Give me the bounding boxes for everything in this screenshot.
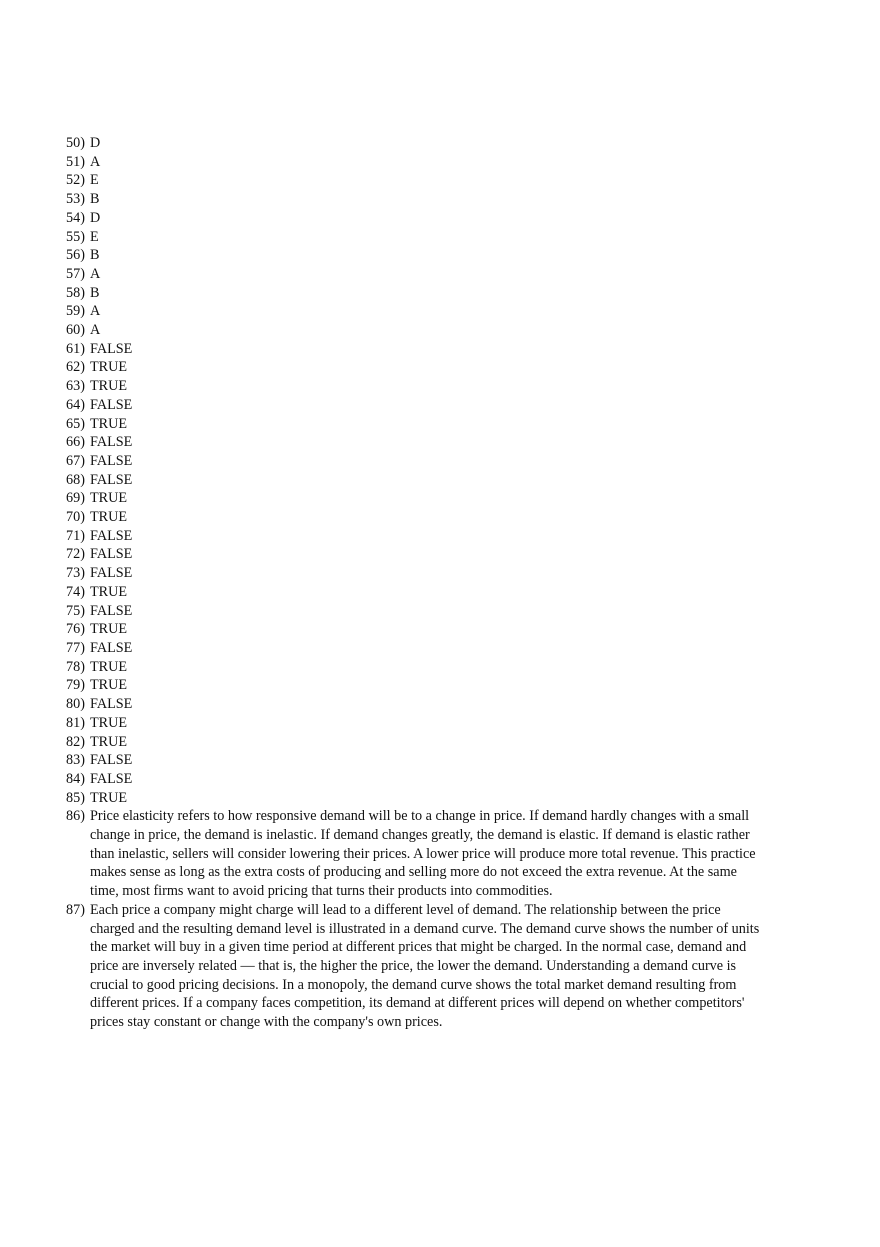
answer-number: 65) [66, 415, 85, 432]
answer-item [66, 602, 766, 621]
answer-text: A [90, 303, 101, 320]
answer-number: 67) [66, 452, 85, 469]
answer-number: 83) [66, 752, 85, 769]
answer-number: 54) [66, 209, 85, 226]
answer-text: FALSE [90, 546, 133, 563]
answer-item [66, 733, 766, 752]
answer-number: 51) [66, 153, 85, 170]
answer-item [66, 265, 766, 284]
answer-number: 80) [66, 696, 85, 713]
answer-item [66, 358, 766, 377]
answer-number: 78) [66, 658, 85, 675]
answer-text: B [90, 191, 100, 208]
answer-text: FALSE [90, 527, 133, 544]
answer-number: 82) [66, 733, 85, 750]
answer-item [66, 901, 766, 1032]
answer-item [66, 246, 766, 265]
answer-text: FALSE [90, 452, 133, 469]
answer-number: 62) [66, 359, 85, 376]
answer-item [66, 433, 766, 452]
answer-number: 63) [66, 378, 85, 395]
answer-text: FALSE [90, 639, 133, 656]
answer-text: FALSE [90, 434, 133, 451]
answer-item [66, 676, 766, 695]
answer-item [66, 583, 766, 602]
answer-text: TRUE [90, 789, 128, 806]
answer-text: TRUE [90, 658, 128, 675]
answer-number: 66) [66, 434, 85, 451]
answer-text: A [90, 265, 101, 282]
answer-item [66, 340, 766, 359]
answer-text: FALSE [90, 340, 133, 357]
answer-item [66, 770, 766, 789]
answer-item [66, 751, 766, 770]
answer-number: 53) [66, 191, 85, 208]
answer-item [66, 527, 766, 546]
answer-number: 59) [66, 303, 85, 320]
answer-number: 85) [66, 789, 85, 806]
answer-item [66, 321, 766, 340]
answer-number: 71) [66, 527, 85, 544]
answer-text: FALSE [90, 396, 133, 413]
answer-item [66, 489, 766, 508]
answer-number: 60) [66, 322, 85, 339]
answer-number: 75) [66, 602, 85, 619]
answer-text: E [90, 228, 99, 245]
answer-number: 73) [66, 565, 85, 582]
answer-number: 72) [66, 546, 85, 563]
answer-item [66, 153, 766, 172]
answer-text: TRUE [90, 415, 128, 432]
answer-text: Each price a company might charge will lead to a different level of demand. The relationship between the price charged and the resulting demand level is illustrated in a demand curve. The demand curve shows the number of units the market will buy in a given time period at different prices that might be charged. In the normal case, demand and price are inversely related — that is, the higher the price, the lower the demand. Understanding a demand curve is crucial to good pricing decisions. In a monopoly, the demand curve shows the total market demand resulting from different prices. If a company faces competition, its demand at different prices will depend on whether competitors' prices stay constant or change with the company's own prices. [90, 901, 760, 1031]
answer-text: TRUE [90, 733, 128, 750]
answer-number: 61) [66, 340, 85, 357]
answer-text: A [90, 153, 101, 170]
answer-number: 79) [66, 677, 85, 694]
answer-item [66, 209, 766, 228]
answer-text: TRUE [90, 359, 128, 376]
answer-text: FALSE [90, 565, 133, 582]
answer-item [66, 789, 766, 808]
answer-text: TRUE [90, 677, 128, 694]
answer-item [66, 377, 766, 396]
answer-text: TRUE [90, 490, 128, 507]
answer-text: FALSE [90, 770, 133, 787]
answer-item [66, 564, 766, 583]
answer-item [66, 695, 766, 714]
answer-item [66, 134, 766, 153]
answer-text: TRUE [90, 509, 128, 526]
answer-number: 76) [66, 621, 85, 638]
answer-item [66, 471, 766, 490]
answer-item [66, 508, 766, 527]
answer-item [66, 714, 766, 733]
answer-text: FALSE [90, 602, 133, 619]
answer-text: B [90, 247, 100, 264]
answer-item [66, 396, 766, 415]
answer-number: 86) [66, 808, 85, 825]
answer-number: 87) [66, 901, 85, 918]
answer-number: 74) [66, 583, 85, 600]
answer-number: 55) [66, 228, 85, 245]
answer-item [66, 807, 766, 901]
answer-item [66, 639, 766, 658]
answer-item [66, 658, 766, 677]
answer-item [66, 545, 766, 564]
answer-number: 69) [66, 490, 85, 507]
answer-number: 64) [66, 396, 85, 413]
answer-text: FALSE [90, 752, 133, 769]
answer-text: TRUE [90, 714, 128, 731]
answer-item [66, 452, 766, 471]
answer-text: FALSE [90, 471, 133, 488]
answer-text: D [90, 135, 101, 151]
answer-number: 84) [66, 770, 85, 787]
answer-item [66, 228, 766, 247]
answer-item [66, 620, 766, 639]
answer-text: D [90, 209, 101, 226]
answer-text: TRUE [90, 583, 128, 600]
answer-number: 70) [66, 509, 85, 526]
answer-item [66, 415, 766, 434]
answer-number: 58) [66, 284, 85, 301]
answer-item [66, 284, 766, 303]
answer-number: 56) [66, 247, 85, 264]
answer-text: TRUE [90, 378, 128, 395]
answer-number: 81) [66, 714, 85, 731]
answer-item [66, 171, 766, 190]
answer-text: E [90, 172, 99, 189]
answer-number: 57) [66, 265, 85, 282]
answer-number: 77) [66, 639, 85, 656]
answer-text: TRUE [90, 621, 128, 638]
answer-number: 68) [66, 471, 85, 488]
answer-text: B [90, 284, 100, 301]
answer-item [66, 302, 766, 321]
answer-text: Price elasticity refers to how responsive demand will be to a change in price. If demand hardly changes with a small change in price, the demand is inelastic. If demand changes greatly, the demand is elastic. If demand is elastic rather than inelastic, sellers will consider lowering their prices. A lower price will produce more total revenue. This practice makes sense as long as the extra costs of producing and selling more do not exceed the extra revenue. At the same time, most firms want to avoid pricing that turns their products into commodities. [90, 808, 756, 900]
answer-number: 50) [66, 135, 85, 151]
answer-text: FALSE [90, 696, 133, 713]
answer-key-list [66, 134, 766, 1032]
answer-number: 52) [66, 172, 85, 189]
answer-text: A [90, 322, 101, 339]
answer-item [66, 190, 766, 209]
